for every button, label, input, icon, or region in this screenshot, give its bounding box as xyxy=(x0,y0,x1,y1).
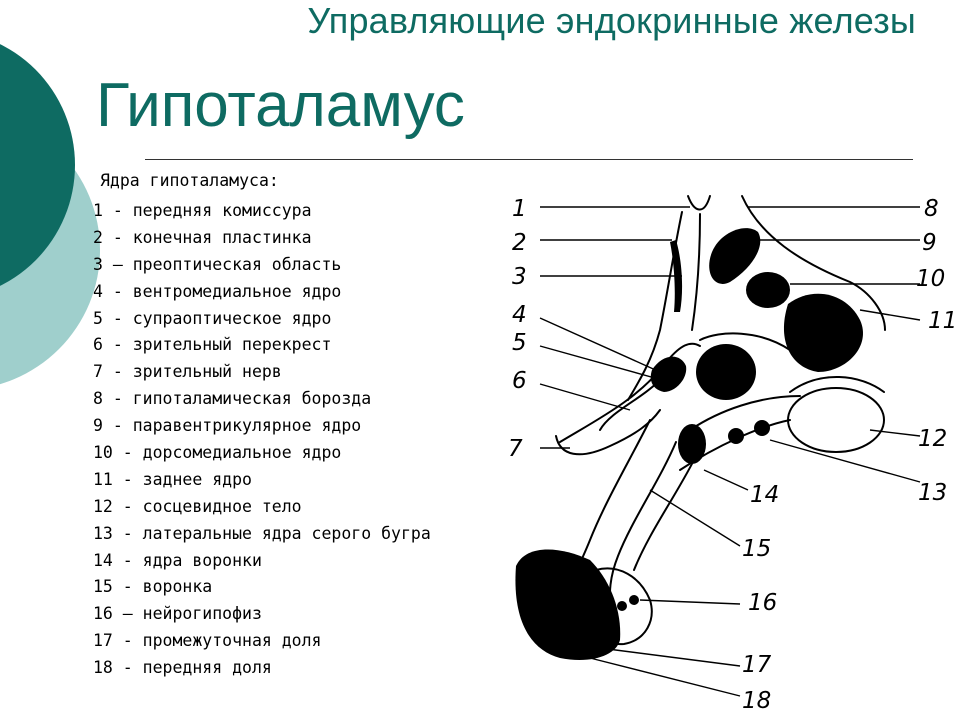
supraoptic-nucleus-shape xyxy=(651,357,686,392)
lateral-tuber-nucleus-shape xyxy=(754,420,770,436)
paraventricular-nucleus-shape xyxy=(709,228,760,284)
list-item: 12 - сосцевидное тело xyxy=(93,496,302,516)
list-item: 14 - ядра воронки xyxy=(93,550,262,570)
posterior-nucleus-shape xyxy=(784,294,863,372)
list-item: 10 - дорсомедиальное ядро xyxy=(93,443,342,463)
list-item: 2 - конечная пластинка xyxy=(93,227,312,247)
diagram-label-4: 4 xyxy=(512,302,527,328)
diagram-label-1: 1 xyxy=(512,196,527,222)
diagram-label-7: 7 xyxy=(508,436,523,462)
list-item: 15 - воронка xyxy=(93,577,213,597)
neurohypophysis-dot xyxy=(629,595,639,605)
list-item: 17 - промежуточная доля xyxy=(93,631,322,651)
list-item: 16 – нейрогипофиз xyxy=(93,604,262,624)
diagram-label-9: 9 xyxy=(922,230,937,256)
ventromedial-nucleus-shape xyxy=(696,344,756,400)
diagram-label-12: 12 xyxy=(918,426,948,452)
diagram-label-18: 18 xyxy=(742,688,772,714)
diagram-label-14: 14 xyxy=(750,482,780,508)
diagram-label-13: 13 xyxy=(918,480,948,506)
list-item: 6 - зрительный перекрест xyxy=(93,335,332,355)
diagram-label-5: 5 xyxy=(512,330,527,356)
diagram-label-10: 10 xyxy=(916,266,946,292)
slide-title: Управляющие эндокринные железы xyxy=(307,0,916,41)
list-item: 4 - вентромедиальное ядро xyxy=(93,281,342,301)
list-item: 11 - заднее ядро xyxy=(93,469,252,489)
dorsomedial-nucleus-shape xyxy=(746,272,790,308)
list-item: 7 - зрительный нерв xyxy=(93,362,282,382)
diagram-label-17: 17 xyxy=(742,652,772,678)
diagram-label-2: 2 xyxy=(512,230,527,256)
page-title: Гипоталамус xyxy=(96,71,465,140)
nuclei-shapes xyxy=(515,228,863,660)
nuclei-heading: Ядра гипоталамуса: xyxy=(100,171,279,190)
diagram-label-11: 11 xyxy=(928,308,958,334)
diagram-label-16: 16 xyxy=(748,590,778,616)
list-item: 1 - передняя комиссура xyxy=(93,201,312,220)
anterior-lobe-shape xyxy=(515,549,620,660)
diagram-label-3: 3 xyxy=(512,264,527,290)
neurohypophysis-dot xyxy=(617,601,627,611)
list-item: 3 – преоптическая область xyxy=(93,254,342,274)
list-item: 5 - супраоптическое ядро xyxy=(93,308,332,328)
list-item: 18 - передняя доля xyxy=(93,658,272,678)
list-item: 8 - гипоталамическая борозда xyxy=(93,389,372,409)
diagram-label-6: 6 xyxy=(512,368,527,394)
diagram-label-8: 8 xyxy=(924,196,939,222)
list-item: 13 - латеральные ядра серого бугра xyxy=(93,523,431,543)
lateral-tuber-nucleus-shape xyxy=(728,428,744,444)
infundibular-nucleus-shape xyxy=(678,424,706,464)
list-item: 9 - паравентрикулярное ядро xyxy=(93,416,362,436)
diagram-label-15: 15 xyxy=(742,536,772,562)
